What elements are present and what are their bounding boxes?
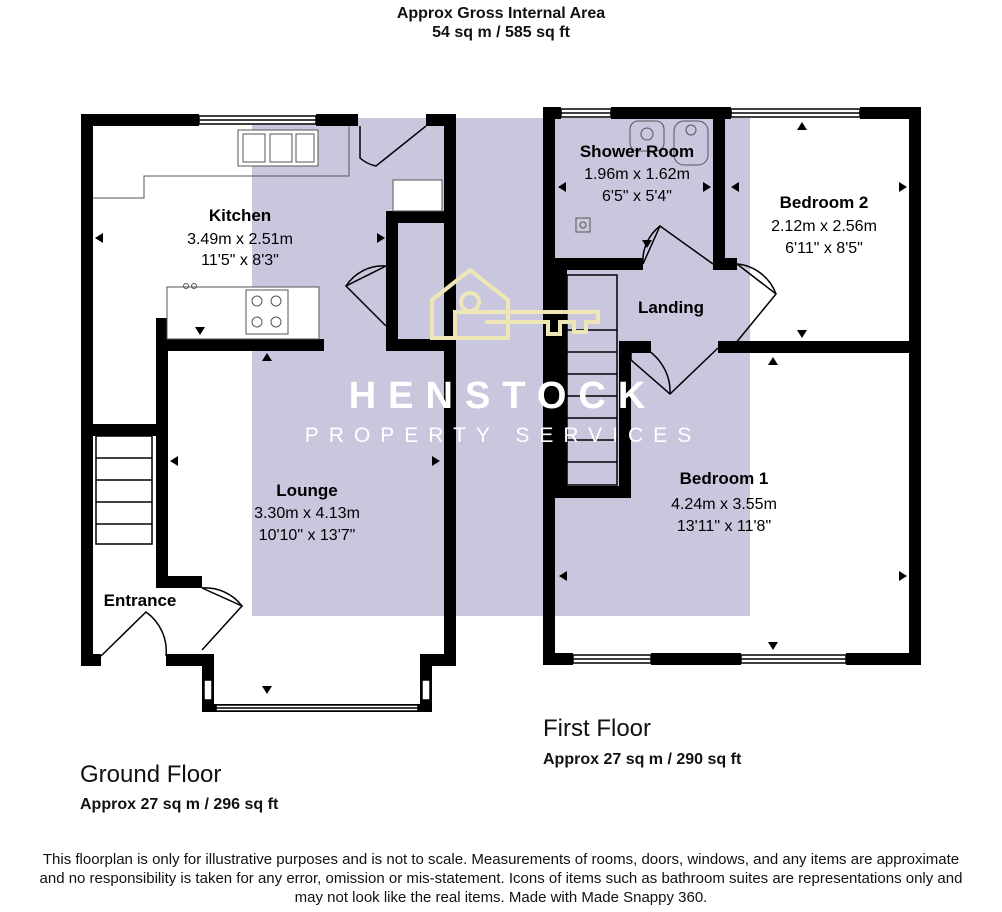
watermark-tagline: PROPERTY SERVICES (304, 424, 702, 447)
bedroom2-name: Bedroom 2 (779, 193, 869, 212)
ff-right-wall (909, 107, 921, 665)
kitchen-imperial: 11'5" x 8'3" (201, 252, 279, 269)
ground-floor-title: Ground Floor (80, 761, 222, 788)
gf-stairs (96, 436, 152, 544)
watermark-brand: HENSTOCK (348, 375, 658, 417)
bedroom1-imperial: 13'11" x 11'8" (676, 518, 772, 535)
bedroom1-metric: 4.24m x 3.55m (671, 496, 777, 513)
shower-room-metric: 1.96m x 1.62m (584, 166, 690, 183)
gf-top-wall-left (81, 114, 199, 126)
lounge-name: Lounge (276, 481, 338, 500)
gf-lounge-left-wall (156, 318, 168, 588)
disclaimer-line-1: This floorplan is only for illustrative purposes and is not to scale. Measurements of rooms, doors, windows, and any items are approximate (42, 851, 960, 868)
bedroom1-name: Bedroom 1 (679, 469, 769, 488)
gf-closet-left (386, 223, 398, 349)
ff-landing-top-right (713, 258, 737, 270)
shower-room-imperial: 6'5" x 5'4" (602, 188, 672, 205)
ground-floor-area: Approx 27 sq m / 296 sq ft (80, 796, 279, 813)
gf-kitchen-partition (168, 339, 324, 351)
disclaimer-line-2: and no responsibility is taken for any error, omission or mis-statement. Icons of items such as bathroom suites are representations only and (39, 870, 963, 887)
disclaimer-line-3: may not look like the real items. Made with Made Snappy 360. (294, 889, 708, 906)
gross-area-title: Approx Gross Internal Area (396, 5, 606, 22)
ff-shower-right-wall (713, 107, 725, 267)
ff-bottom-right (846, 653, 921, 665)
first-floor-title: First Floor (543, 715, 651, 742)
gf-closet-bottom (386, 339, 444, 351)
gf-bottom-wall-left (81, 654, 101, 666)
ff-top-left (543, 107, 561, 119)
shower-room-name: Shower Room (579, 142, 695, 161)
lounge-metric: 3.30m x 4.13m (254, 505, 360, 522)
gf-closet-top (386, 211, 444, 223)
gf-top-wall-mid (316, 114, 358, 126)
kitchen-name: Kitchen (208, 206, 272, 225)
ff-shower-bottom-wall (555, 258, 643, 270)
lounge-imperial: 10'10" x 13'7" (258, 527, 356, 544)
first-floor-area: Approx 27 sq m / 290 sq ft (543, 751, 742, 768)
kitchen-metric: 3.49m x 2.51m (187, 231, 293, 248)
gf-entrance-top-wall (156, 576, 202, 588)
bedroom2-imperial: 6'11" x 8'5" (785, 240, 863, 257)
bedroom2-metric: 2.12m x 2.56m (771, 218, 877, 235)
ff-stair-right (619, 341, 631, 498)
gross-area-value: 54 sq m / 585 sq ft (432, 24, 570, 41)
gf-left-wall (81, 114, 93, 666)
disclaimer (0, 850, 1002, 907)
gf-stair-top-wall (93, 424, 156, 436)
ff-stair-top-stub (619, 341, 651, 353)
landing-name: Landing (637, 298, 705, 317)
ff-bottom-mid (651, 653, 741, 665)
entrance-name: Entrance (103, 591, 177, 610)
ff-bed2-bottom-wall (718, 341, 921, 353)
ff-bottom-left (543, 653, 573, 665)
